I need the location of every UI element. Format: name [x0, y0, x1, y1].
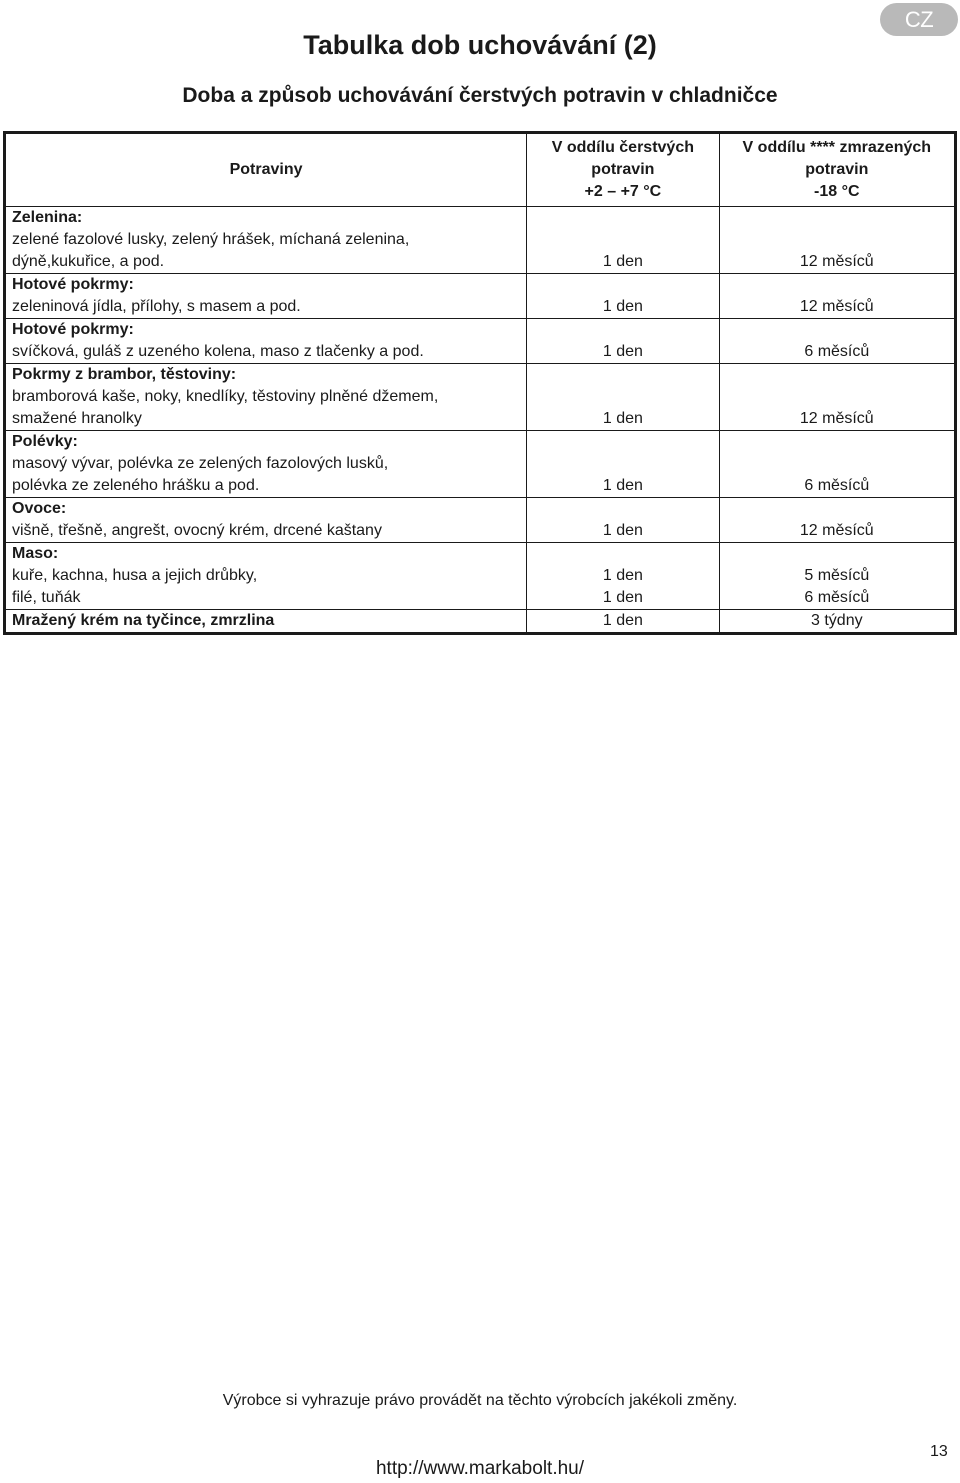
frozen-duration-cell	[719, 431, 955, 498]
table-row	[5, 319, 956, 364]
fresh-duration-cell	[527, 364, 719, 431]
fresh-duration: 1 den	[602, 567, 643, 584]
fresh-duration-cell	[527, 274, 719, 319]
food-category: Maso:	[12, 545, 59, 562]
fresh-duration-cell	[527, 319, 719, 364]
food-description: višně, třešně, angrešt, ovocný krém, drcené kaštany	[12, 522, 382, 539]
frozen-duration-cell	[719, 274, 955, 319]
table-header-row	[5, 133, 956, 207]
food-cell	[5, 498, 527, 543]
frozen-duration: 6 měsíců	[804, 589, 870, 606]
food-description: zelené fazolové lusky, zelený hrášek, míchaná zelenina,	[12, 231, 410, 248]
frozen-duration: 6 měsíců	[804, 343, 870, 360]
header-frozen-line: -18 °C	[814, 183, 860, 200]
food-category: Ovoce:	[12, 500, 67, 517]
fresh-duration: 1 den	[602, 589, 643, 606]
frozen-duration: 3 týdny	[811, 612, 863, 629]
frozen-duration: 12 měsíců	[799, 298, 874, 315]
food-cell	[5, 274, 527, 319]
table-row	[5, 364, 956, 431]
table-row	[5, 543, 956, 610]
header-frozen-line: V oddílu **** zmrazených	[742, 139, 932, 156]
food-cell	[5, 431, 527, 498]
frozen-duration: 6 měsíců	[804, 477, 870, 494]
header-frozen-compartment	[719, 133, 955, 207]
fresh-duration-cell	[527, 207, 719, 274]
food-description: svíčková, guláš z uzeného kolena, maso z tlačenky a pod.	[12, 343, 424, 360]
food-cell	[5, 207, 527, 274]
language-badge: CZ	[880, 3, 958, 36]
food-cell	[5, 610, 527, 634]
frozen-duration: 12 měsíců	[799, 410, 874, 427]
disclaimer-note: Výrobce si vyhrazuje právo provádět na těchto výrobcích jakékoli změny.	[222, 1392, 738, 1409]
food-cell	[5, 543, 527, 610]
fresh-duration-cell	[527, 431, 719, 498]
food-category: Zelenina:	[12, 209, 83, 226]
page-subtitle: Doba a způsob uchovávání čerstvých potravin v chladničce	[182, 84, 778, 107]
table-row	[5, 431, 956, 498]
fresh-duration: 1 den	[602, 477, 643, 494]
fresh-duration: 1 den	[602, 298, 643, 315]
food-description: bramborová kaše, noky, knedlíky, těstoviny plněné džemem,	[12, 388, 439, 405]
food-description: polévka ze zeleného hrášku a pod.	[12, 477, 260, 494]
table-row	[5, 274, 956, 319]
food-description: kuře, kachna, husa a jejich drůbky,	[12, 567, 258, 584]
frozen-duration-cell	[719, 364, 955, 431]
frozen-duration-cell	[719, 543, 955, 610]
food-category: Hotové pokrmy:	[12, 276, 134, 293]
frozen-duration: 12 měsíců	[799, 253, 874, 270]
table-row	[5, 498, 956, 543]
fresh-duration-cell	[527, 543, 719, 610]
header-fresh-line: potravin	[591, 161, 655, 178]
frozen-duration-cell	[719, 319, 955, 364]
storage-table	[3, 131, 957, 635]
food-category: Hotové pokrmy:	[12, 321, 134, 338]
food-description: dýně,kukuřice, a pod.	[12, 253, 165, 270]
table-row	[5, 207, 956, 274]
fresh-duration: 1 den	[602, 522, 643, 539]
fresh-duration: 1 den	[602, 343, 643, 360]
frozen-duration-cell	[719, 610, 955, 634]
food-description: filé, tuňák	[12, 589, 81, 606]
food-category: Pokrmy z brambor, těstoviny:	[12, 366, 237, 383]
footer-url: http://www.markabolt.hu/	[375, 1458, 585, 1479]
header-fresh-line: +2 – +7 °C	[584, 183, 662, 200]
header-fresh-compartment	[527, 133, 719, 207]
food-cell	[5, 364, 527, 431]
frozen-duration: 12 měsíců	[799, 522, 874, 539]
food-category: Polévky:	[12, 433, 78, 450]
food-description: zeleninová jídla, přílohy, s masem a pod.	[12, 298, 301, 315]
food-description: masový vývar, polévka ze zelených fazolových lusků,	[12, 455, 389, 472]
header-fresh-line: V oddílu čerstvých	[551, 139, 694, 156]
food-cell	[5, 319, 527, 364]
frozen-duration-cell	[719, 498, 955, 543]
fresh-duration: 1 den	[602, 253, 643, 270]
fresh-duration-cell	[527, 610, 719, 634]
page-number: 13	[930, 1443, 948, 1460]
frozen-duration: 5 měsíců	[804, 567, 870, 584]
frozen-duration-cell	[719, 207, 955, 274]
table-row	[5, 610, 956, 634]
fresh-duration: 1 den	[602, 612, 643, 629]
food-description: smažené hranolky	[12, 410, 142, 427]
fresh-duration-cell	[527, 498, 719, 543]
header-frozen-line: potravin	[805, 161, 869, 178]
fresh-duration: 1 den	[602, 410, 643, 427]
page-title: Tabulka dob uchovávání (2)	[303, 30, 657, 60]
food-category: Mražený krém na tyčince, zmrzlina	[12, 612, 275, 629]
header-food: Potraviny	[5, 133, 527, 207]
